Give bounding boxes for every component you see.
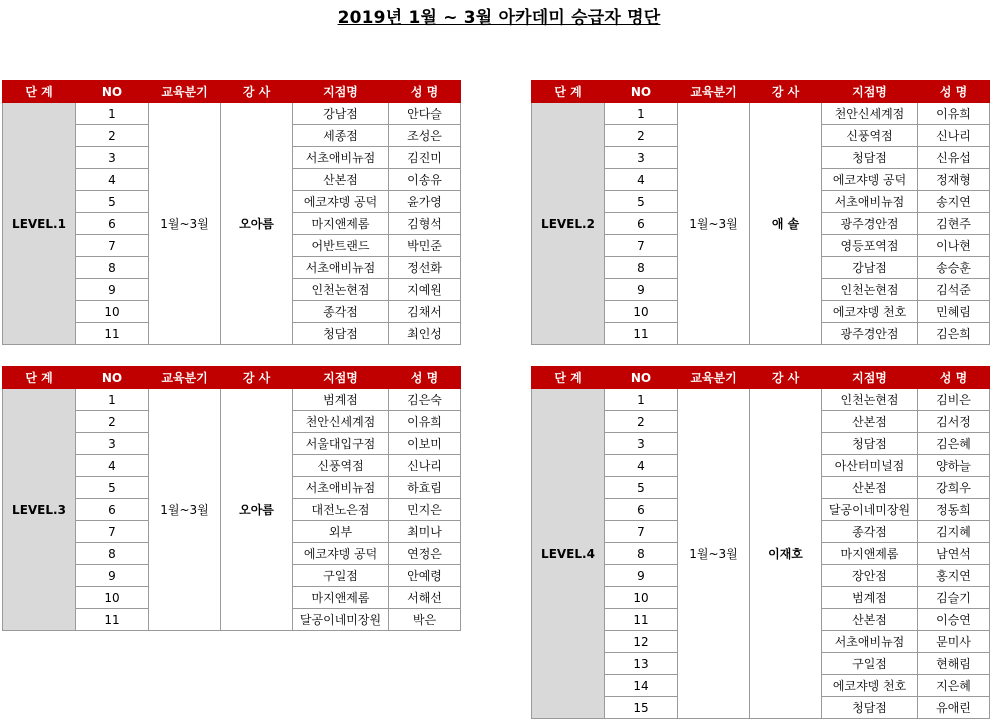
header-period: 교육분기 xyxy=(149,367,221,389)
branch-cell: 종각점 xyxy=(822,521,918,543)
branch-cell: 달공이네미장원 xyxy=(822,499,918,521)
no-cell: 11 xyxy=(605,609,678,631)
branch-cell: 서초애비뉴점 xyxy=(822,191,918,213)
name-cell: 이나현 xyxy=(918,235,990,257)
header-level: 단 계 xyxy=(532,81,605,103)
no-cell: 3 xyxy=(76,433,149,455)
branch-cell: 강남점 xyxy=(293,103,389,125)
header-name: 성 명 xyxy=(918,367,990,389)
name-cell: 정동희 xyxy=(918,499,990,521)
header-instructor: 강 사 xyxy=(750,367,822,389)
branch-cell: 산본점 xyxy=(822,609,918,631)
name-cell: 문미사 xyxy=(918,631,990,653)
no-cell: 6 xyxy=(605,213,678,235)
header-level: 단 계 xyxy=(3,81,76,103)
no-cell: 2 xyxy=(605,125,678,147)
branch-cell: 마지앤제롬 xyxy=(293,213,389,235)
branch-cell: 구일점 xyxy=(293,565,389,587)
branch-cell: 에코쟈뎅 공덕 xyxy=(293,191,389,213)
no-cell: 5 xyxy=(76,477,149,499)
no-cell: 10 xyxy=(76,587,149,609)
name-cell: 김현주 xyxy=(918,213,990,235)
name-cell: 남연석 xyxy=(918,543,990,565)
no-cell: 3 xyxy=(76,147,149,169)
no-cell: 11 xyxy=(76,609,149,631)
level2-table xyxy=(531,80,990,345)
branch-cell: 어반트랜드 xyxy=(293,235,389,257)
no-cell: 6 xyxy=(76,213,149,235)
no-cell: 13 xyxy=(605,653,678,675)
branch-cell: 산본점 xyxy=(293,169,389,191)
header-level: 단 계 xyxy=(532,367,605,389)
no-cell: 11 xyxy=(605,323,678,345)
header-no: NO xyxy=(76,81,149,103)
no-cell: 3 xyxy=(605,433,678,455)
no-cell: 9 xyxy=(76,279,149,301)
branch-cell: 아산터미널점 xyxy=(822,455,918,477)
branch-cell: 에코쟈뎅 천호 xyxy=(822,675,918,697)
branch-cell: 천안신세계점 xyxy=(822,103,918,125)
branch-cell: 마지앤제롬 xyxy=(293,587,389,609)
no-cell: 9 xyxy=(605,279,678,301)
name-cell: 양하늘 xyxy=(918,455,990,477)
no-cell: 4 xyxy=(605,169,678,191)
no-cell: 4 xyxy=(605,455,678,477)
header-branch: 지점명 xyxy=(293,367,389,389)
branch-cell: 청담점 xyxy=(822,433,918,455)
period-cell: 1월~3월 xyxy=(678,389,750,719)
branch-cell: 청담점 xyxy=(822,697,918,719)
instructor-cell: 이재호 xyxy=(750,389,822,719)
name-cell: 박은 xyxy=(389,609,461,631)
no-cell: 5 xyxy=(605,477,678,499)
level-cell: LEVEL.1 xyxy=(3,103,76,345)
name-cell: 김비은 xyxy=(918,389,990,411)
table-row xyxy=(3,103,461,125)
instructor-cell: 애 솔 xyxy=(750,103,822,345)
name-cell: 지은혜 xyxy=(918,675,990,697)
branch-cell: 광주경안점 xyxy=(822,323,918,345)
branch-cell: 신풍역점 xyxy=(293,455,389,477)
name-cell: 이보미 xyxy=(389,433,461,455)
header-row xyxy=(3,81,461,103)
name-cell: 김슬기 xyxy=(918,587,990,609)
name-cell: 최미나 xyxy=(389,521,461,543)
name-cell: 서해선 xyxy=(389,587,461,609)
no-cell: 11 xyxy=(76,323,149,345)
header-no: NO xyxy=(605,367,678,389)
no-cell: 5 xyxy=(605,191,678,213)
branch-cell: 청담점 xyxy=(293,323,389,345)
branch-cell: 영등포역점 xyxy=(822,235,918,257)
branch-cell: 종각점 xyxy=(293,301,389,323)
no-cell: 4 xyxy=(76,455,149,477)
table-row xyxy=(532,103,990,125)
period-cell: 1월~3월 xyxy=(678,103,750,345)
name-cell: 유애린 xyxy=(918,697,990,719)
name-cell: 연정은 xyxy=(389,543,461,565)
name-cell: 신나리 xyxy=(389,455,461,477)
no-cell: 1 xyxy=(605,389,678,411)
name-cell: 정선화 xyxy=(389,257,461,279)
branch-cell: 서초애비뉴점 xyxy=(293,147,389,169)
branch-cell: 신풍역점 xyxy=(822,125,918,147)
branch-cell: 산본점 xyxy=(822,477,918,499)
name-cell: 송승훈 xyxy=(918,257,990,279)
level-cell: LEVEL.4 xyxy=(532,389,605,719)
period-cell: 1월~3월 xyxy=(149,389,221,631)
level4-table xyxy=(531,366,990,719)
name-cell: 김은숙 xyxy=(389,389,461,411)
name-cell: 민지은 xyxy=(389,499,461,521)
no-cell: 8 xyxy=(605,257,678,279)
no-cell: 8 xyxy=(605,543,678,565)
branch-cell: 장안점 xyxy=(822,565,918,587)
branch-cell: 구일점 xyxy=(822,653,918,675)
header-row xyxy=(532,367,990,389)
branch-cell: 인천논현점 xyxy=(822,279,918,301)
header-no: NO xyxy=(76,367,149,389)
branch-cell: 범계점 xyxy=(293,389,389,411)
name-cell: 하효림 xyxy=(389,477,461,499)
no-cell: 7 xyxy=(605,521,678,543)
header-name: 성 명 xyxy=(389,81,461,103)
page-title: 2019년 1월 ~ 3월 아카데미 승급자 명단 xyxy=(337,8,661,28)
header-period: 교육분기 xyxy=(678,81,750,103)
branch-cell: 서초애비뉴점 xyxy=(293,257,389,279)
no-cell: 1 xyxy=(76,389,149,411)
table-row xyxy=(3,389,461,411)
branch-cell: 범계점 xyxy=(822,587,918,609)
header-name: 성 명 xyxy=(389,367,461,389)
header-row xyxy=(532,81,990,103)
no-cell: 10 xyxy=(605,301,678,323)
name-cell: 김형석 xyxy=(389,213,461,235)
name-cell: 최인성 xyxy=(389,323,461,345)
name-cell: 신유섭 xyxy=(918,147,990,169)
name-cell: 김진미 xyxy=(389,147,461,169)
no-cell: 7 xyxy=(76,521,149,543)
branch-cell: 천안신세계점 xyxy=(293,411,389,433)
header-instructor: 강 사 xyxy=(221,81,293,103)
no-cell: 7 xyxy=(76,235,149,257)
branch-cell: 청담점 xyxy=(822,147,918,169)
name-cell: 박민준 xyxy=(389,235,461,257)
no-cell: 8 xyxy=(76,543,149,565)
header-instructor: 강 사 xyxy=(221,367,293,389)
name-cell: 강희우 xyxy=(918,477,990,499)
name-cell: 이송유 xyxy=(389,169,461,191)
header-name: 성 명 xyxy=(918,81,990,103)
level1-table xyxy=(2,80,461,345)
header-branch: 지점명 xyxy=(822,81,918,103)
no-cell: 9 xyxy=(76,565,149,587)
branch-cell: 산본점 xyxy=(822,411,918,433)
branch-cell: 에코쟈뎅 공덕 xyxy=(822,169,918,191)
name-cell: 현해림 xyxy=(918,653,990,675)
period-cell: 1월~3월 xyxy=(149,103,221,345)
header-period: 교육분기 xyxy=(149,81,221,103)
name-cell: 김은희 xyxy=(918,323,990,345)
branch-cell: 대전노은점 xyxy=(293,499,389,521)
name-cell: 안다슬 xyxy=(389,103,461,125)
instructor-cell: 오아름 xyxy=(221,389,293,631)
no-cell: 4 xyxy=(76,169,149,191)
name-cell: 송지연 xyxy=(918,191,990,213)
branch-cell: 달공이네미장원 xyxy=(293,609,389,631)
header-branch: 지점명 xyxy=(822,367,918,389)
branch-cell: 서초애비뉴점 xyxy=(293,477,389,499)
branch-cell: 서울대입구점 xyxy=(293,433,389,455)
header-period: 교육분기 xyxy=(678,367,750,389)
instructor-cell: 오아름 xyxy=(221,103,293,345)
branch-cell: 세종점 xyxy=(293,125,389,147)
no-cell: 8 xyxy=(76,257,149,279)
no-cell: 7 xyxy=(605,235,678,257)
no-cell: 12 xyxy=(605,631,678,653)
no-cell: 2 xyxy=(76,125,149,147)
no-cell: 6 xyxy=(76,499,149,521)
header-level: 단 계 xyxy=(3,367,76,389)
header-instructor: 강 사 xyxy=(750,81,822,103)
no-cell: 14 xyxy=(605,675,678,697)
name-cell: 김석준 xyxy=(918,279,990,301)
name-cell: 김서정 xyxy=(918,411,990,433)
level-cell: LEVEL.3 xyxy=(3,389,76,631)
name-cell: 김지혜 xyxy=(918,521,990,543)
name-cell: 안예령 xyxy=(389,565,461,587)
branch-cell: 광주경안점 xyxy=(822,213,918,235)
name-cell: 정재형 xyxy=(918,169,990,191)
no-cell: 10 xyxy=(76,301,149,323)
no-cell: 2 xyxy=(605,411,678,433)
no-cell: 15 xyxy=(605,697,678,719)
name-cell: 신나리 xyxy=(918,125,990,147)
name-cell: 지예원 xyxy=(389,279,461,301)
no-cell: 5 xyxy=(76,191,149,213)
name-cell: 이유희 xyxy=(389,411,461,433)
level-cell: LEVEL.2 xyxy=(532,103,605,345)
no-cell: 6 xyxy=(605,499,678,521)
branch-cell: 서초애비뉴점 xyxy=(822,631,918,653)
branch-cell: 에코쟈뎅 천호 xyxy=(822,301,918,323)
name-cell: 김채서 xyxy=(389,301,461,323)
table-row xyxy=(532,389,990,411)
header-row xyxy=(3,367,461,389)
no-cell: 1 xyxy=(76,103,149,125)
name-cell: 홍지연 xyxy=(918,565,990,587)
name-cell: 민혜림 xyxy=(918,301,990,323)
name-cell: 윤가영 xyxy=(389,191,461,213)
branch-cell: 마지앤제롬 xyxy=(822,543,918,565)
no-cell: 2 xyxy=(76,411,149,433)
no-cell: 1 xyxy=(605,103,678,125)
branch-cell: 에코쟈뎅 공덕 xyxy=(293,543,389,565)
name-cell: 김은혜 xyxy=(918,433,990,455)
header-no: NO xyxy=(605,81,678,103)
no-cell: 10 xyxy=(605,587,678,609)
branch-cell: 외부 xyxy=(293,521,389,543)
name-cell: 이유희 xyxy=(918,103,990,125)
header-branch: 지점명 xyxy=(293,81,389,103)
name-cell: 이승연 xyxy=(918,609,990,631)
no-cell: 3 xyxy=(605,147,678,169)
branch-cell: 강남점 xyxy=(822,257,918,279)
no-cell: 9 xyxy=(605,565,678,587)
name-cell: 조성은 xyxy=(389,125,461,147)
branch-cell: 인천논현점 xyxy=(822,389,918,411)
level3-table xyxy=(2,366,461,631)
branch-cell: 인천논현점 xyxy=(293,279,389,301)
